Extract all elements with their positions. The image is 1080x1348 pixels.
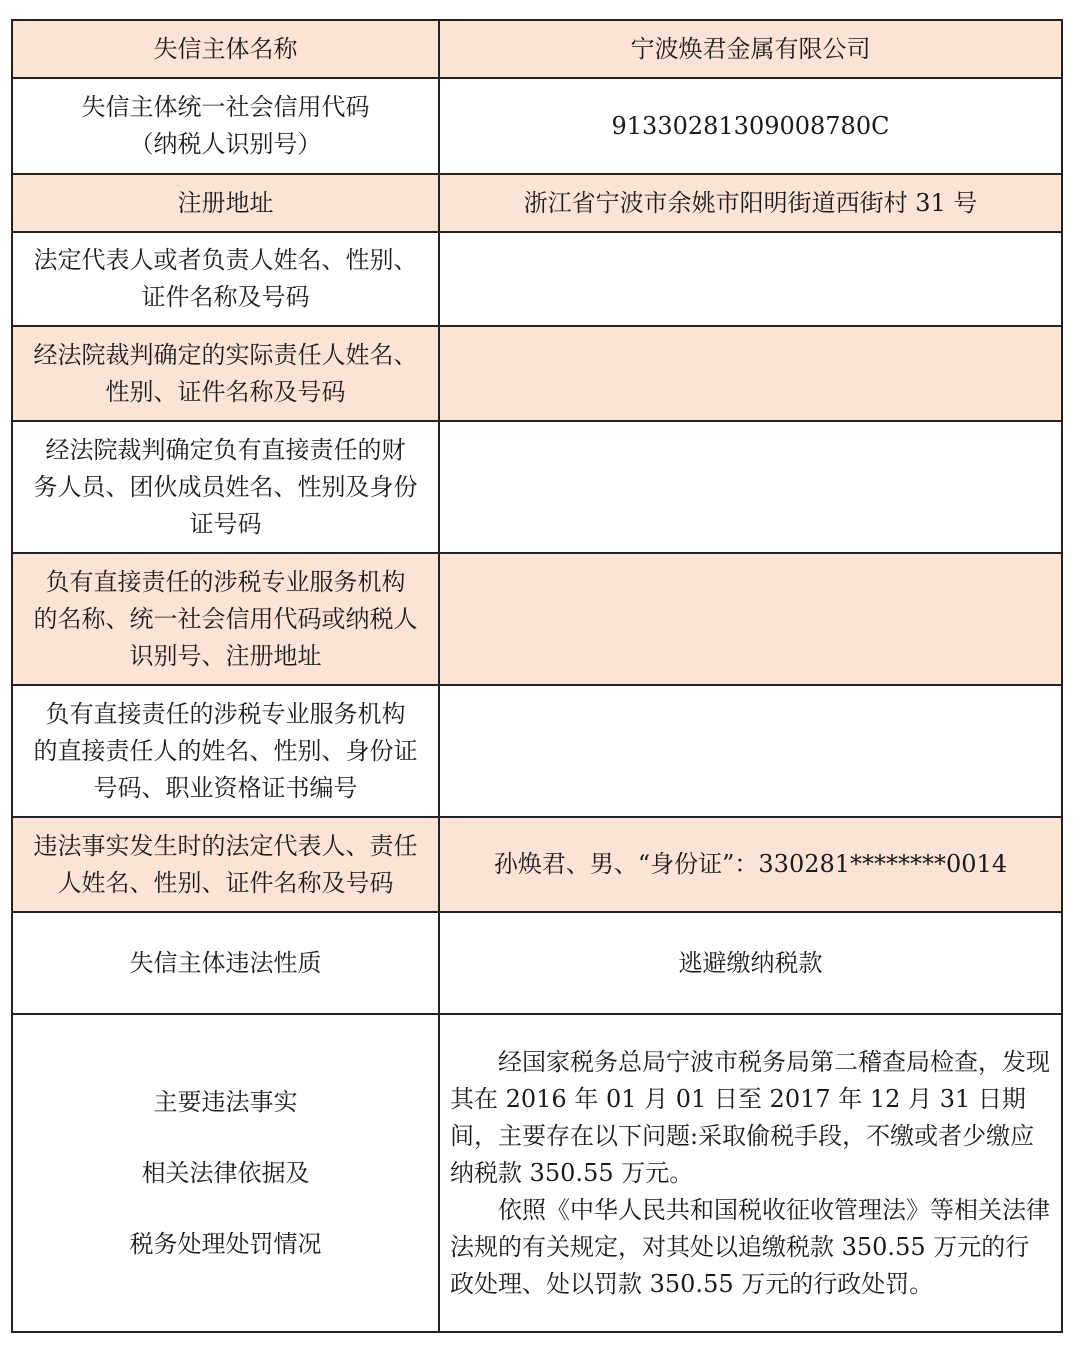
row-label: 失信主体名称 [12,20,439,78]
row-label [12,1014,439,1332]
label-line: 务人员、团伙成员姓名、性别及身份 [33,472,418,501]
table-row [12,174,1062,232]
row-value: 逃避缴纳税款 [439,912,1062,1014]
row-value: 孙焕君、男、“身份证”：330281********0014 [439,817,1062,912]
spacer [19,1121,432,1155]
row-label [12,817,439,912]
label-line: （纳税人识别号） [129,130,322,158]
label-line: 证号码 [189,509,262,538]
row-label [12,78,439,174]
row-value [439,232,1062,326]
row-value: 宁波焕君金属有限公司 [439,20,1062,78]
row-label [12,421,439,553]
label-line: 经法院裁判确定的实际责任人姓名、 [33,340,418,369]
table-row [12,421,1062,553]
table-row [12,553,1062,685]
label-line: 人姓名、性别、证件名称及号码 [57,868,394,897]
row-label: 失信主体违法性质 [12,912,439,1014]
table-row [12,685,1062,817]
row-label: 注册地址 [12,174,439,232]
row-value [439,326,1062,421]
label-line: 识别号、注册地址 [129,641,322,670]
row-value [439,553,1062,685]
label-line: 税务处理处罚情况 [129,1229,322,1258]
table-row [12,78,1062,174]
table-row [12,232,1062,326]
label-line: 法定代表人或者负责人姓名、性别、 [33,246,418,274]
label-line: 相关法律依据及 [141,1158,310,1187]
label-line: 失信主体统一社会信用代码 [81,93,370,121]
table-row [12,1014,1062,1332]
row-label [12,553,439,685]
row-value: 浙江省宁波市余姚市阳明街道西街村 31 号 [439,174,1062,232]
table-row [12,817,1062,912]
table-row [12,20,1062,78]
violation-facts-paragraph: 经国家税务总局宁波市税务局第二稽查局检查，发现其在 2016 年 01 月 01 日至 2017 年 12 月 31 日期间，主要存在以下问题:采取偷税手段，不缴或者少缴应纳税款 350.55 万元。 [450,1047,1050,1187]
label-line: 的名称、统一社会信用代码或纳税人 [33,604,418,633]
label-line: 主要违法事实 [153,1087,298,1116]
table-row [12,326,1062,421]
label-line: 经法院裁判确定负有直接责任的财 [45,435,406,464]
violation-details [439,1014,1062,1332]
label-line: 负有直接责任的涉税专业服务机构 [45,699,406,728]
row-label [12,685,439,817]
taxpayer-info-table [11,19,1063,1333]
row-label [12,232,439,326]
label-line: 证件名称及号码 [141,283,310,311]
label-line: 性别、证件名称及号码 [105,377,346,406]
label-line: 的直接责任人的姓名、性别、身份证 [33,736,418,765]
label-line: 违法事实发生时的法定代表人、责任 [33,831,418,860]
row-value [439,685,1062,817]
label-line: 负有直接责任的涉税专业服务机构 [45,567,406,596]
penalty-paragraph: 依照《中华人民共和国税收征收管理法》等相关法律法规的有关规定，对其处以追缴税款 350.55 万元的行政处理、处以罚款 350.55 万元的行政处罚。 [450,1195,1050,1298]
row-value: 91330281309008780C [439,78,1062,174]
row-value [439,421,1062,553]
table-row [12,912,1062,1014]
row-label [12,326,439,421]
spacer [19,1192,432,1226]
label-line: 号码、职业资格证书编号 [93,773,358,802]
